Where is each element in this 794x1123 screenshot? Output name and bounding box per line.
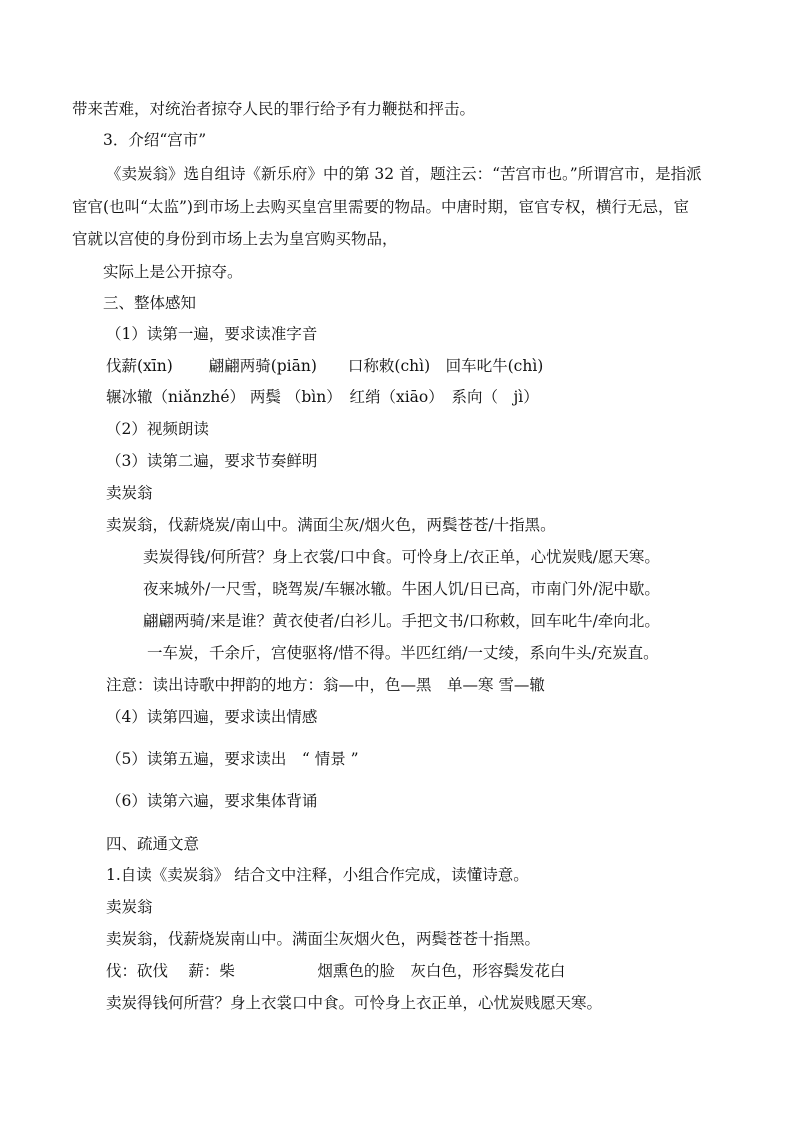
text-line: 带来苦难，对统治者掠夺人民的罪行给予有力鞭挞和抨击。 [72,100,476,118]
text-line: 实际上是公开掠夺。 [103,263,243,281]
poem-line: 夜来城外/一尺雪，晓驾炭/车辗冰辙。牛困人饥/日已高，市南门外/泥中歇。 [143,580,660,598]
poem-line: 卖炭得钱/何所营？身上衣裳/口中食。可怜身上/衣正单，心忧炭贱/愿天寒。 [143,548,660,566]
task-item: （5）读第五遍，要求读出 “ 情景 ” [106,750,359,768]
poem-line: 卖炭翁，伐薪烧炭/南山中。满面尘灰/烟火色，两鬓苍苍/十指黑。 [106,516,556,534]
poem-line: 卖炭翁，伐薪烧炭南山中。满面尘灰烟火色，两鬓苍苍十指黑。 [106,930,541,948]
annotation-line: 伐：砍伐 薪：柴 烟熏色的脸 灰白色，形容鬓发花白 [106,962,566,980]
text-line: 1.自读《卖炭翁》 结合文中注释，小组合作完成，读懂诗意。 [106,866,529,884]
note-line: 注意：读出诗歌中押韵的地方：翁—中，色—黑 单—寒 雪—辙 [106,676,545,694]
task-item: （6）读第六遍，要求集体背诵 [106,792,318,810]
section-heading: 三、整体感知 [103,294,197,312]
task-item: （2）视频朗读 [106,420,209,438]
section-heading: 四、疏通文意 [106,835,200,853]
task-item: （1）读第一遍，要求读准字音 [106,325,318,343]
text-line: 宦官(也叫“太监”)到市场上去购买皇宫里需要的物品。中唐时期，宦官专权，横行无忌，宦 [72,198,689,216]
text-line: 《卖炭翁》选自组诗《新乐府》中的第 32 首，题注云：“苦宫市也。”所谓宫市，是指派 [106,165,702,183]
pronunciation-line: 辗冰辙（niǎnzhé） 两鬓 （bìn） 红绡（xiāo） 系向（ jì） [106,388,539,406]
poem-line: 卖炭得钱何所营？身上衣裳口中食。可怜身上衣正单，心忧炭贱愿天寒。 [106,994,603,1012]
pronunciation-line: 伐薪(xīn) 翩翩两骑(piān) 口称敕(chì) 回车叱牛(chì) [106,357,544,375]
text-line: 官就以宫使的身份到市场上去为皇宫购买物品， [72,230,398,248]
poem-line: 一车炭，千余斤，宫使驱将/惜不得。半匹红绡/一丈绫，系向牛头/充炭直。 [147,644,659,662]
poem-title: 卖炭翁 [106,898,153,916]
section-heading: 3．介绍“宫市” [103,131,207,149]
task-item: （4）读第四遍，要求读出情感 [106,708,318,726]
task-item: （3）读第二遍，要求节奏鲜明 [106,452,318,470]
poem-line: 翩翩两骑/来是谁？黄衣使者/白衫儿。手把文书/口称敕，回车叱牛/牵向北。 [143,612,660,630]
poem-title: 卖炭翁 [106,484,153,502]
